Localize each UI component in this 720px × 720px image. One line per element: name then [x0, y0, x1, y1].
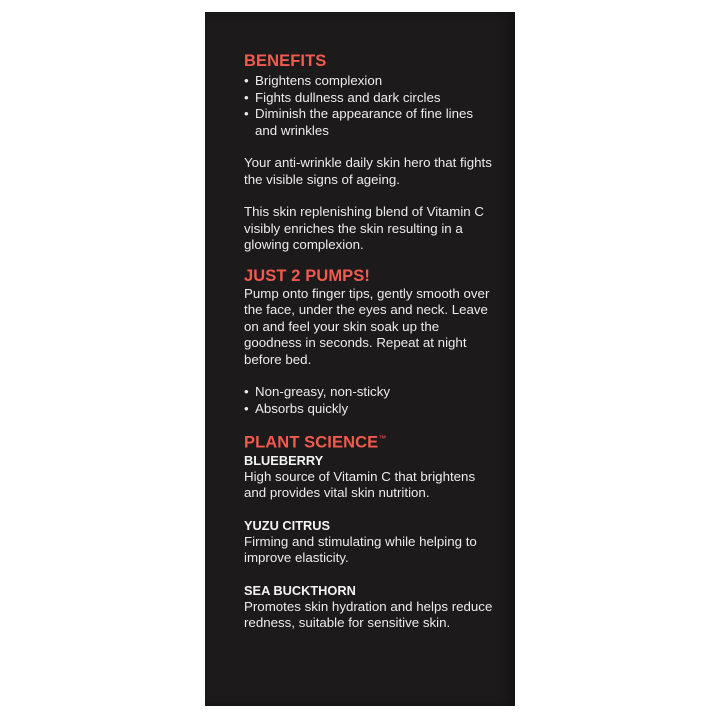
ingredient-name-yuzu-citrus: YUZU CITRUS — [244, 517, 331, 533]
plant-science-heading-text: PLANT SCIENCE — [244, 433, 379, 452]
product-copy — [244, 51, 494, 632]
list-item: • Diminish the appearance of fine lines and wrinkles — [244, 106, 494, 139]
list-item: • Absorbs quickly — [244, 401, 494, 418]
list-item: • Non-greasy, non-sticky — [244, 384, 494, 401]
list-item: • Brightens complexion — [244, 73, 494, 90]
product-box-panel — [205, 12, 515, 706]
plant-science-heading — [244, 429, 494, 453]
box-side-edge — [512, 12, 515, 706]
trademark-symbol: ™ — [378, 434, 387, 443]
ingredient-description-yuzu-citrus: Firming and stimulating while helping to improve elasticity. — [244, 533, 477, 565]
benefits-paragraph-vitamin-c: This skin replenishing blend of Vitamin C visibly enriches the skin resulting in a glowing complexion. — [244, 204, 484, 252]
pumps-heading: JUST 2 PUMPS! — [244, 266, 370, 285]
pumps-instructions: Pump onto finger tips, gently smooth over the face, under the eyes and neck. Leave on and feel your skin soak up the goodness in seconds. Repeat at night before bed. — [244, 285, 490, 367]
ingredient-name-blueberry: BLUEBERRY — [244, 452, 324, 468]
pumps-list — [244, 384, 494, 417]
benefits-list — [244, 73, 494, 139]
benefits-paragraph-hero: Your anti-wrinkle daily skin hero that fights the visible signs of ageing. — [244, 155, 492, 187]
ingredient-description-blueberry: High source of Vitamin C that brightens and provides vital skin nutrition. — [244, 468, 476, 500]
benefits-heading: BENEFITS — [244, 52, 327, 70]
ingredient-description-sea-buckthorn: Promotes skin hydration and helps reduce redness, suitable for sensitive skin. — [244, 598, 493, 630]
list-item: • Fights dullness and dark circles — [244, 90, 494, 107]
ingredient-name-sea-buckthorn: SEA BUCKTHORN — [244, 582, 356, 598]
